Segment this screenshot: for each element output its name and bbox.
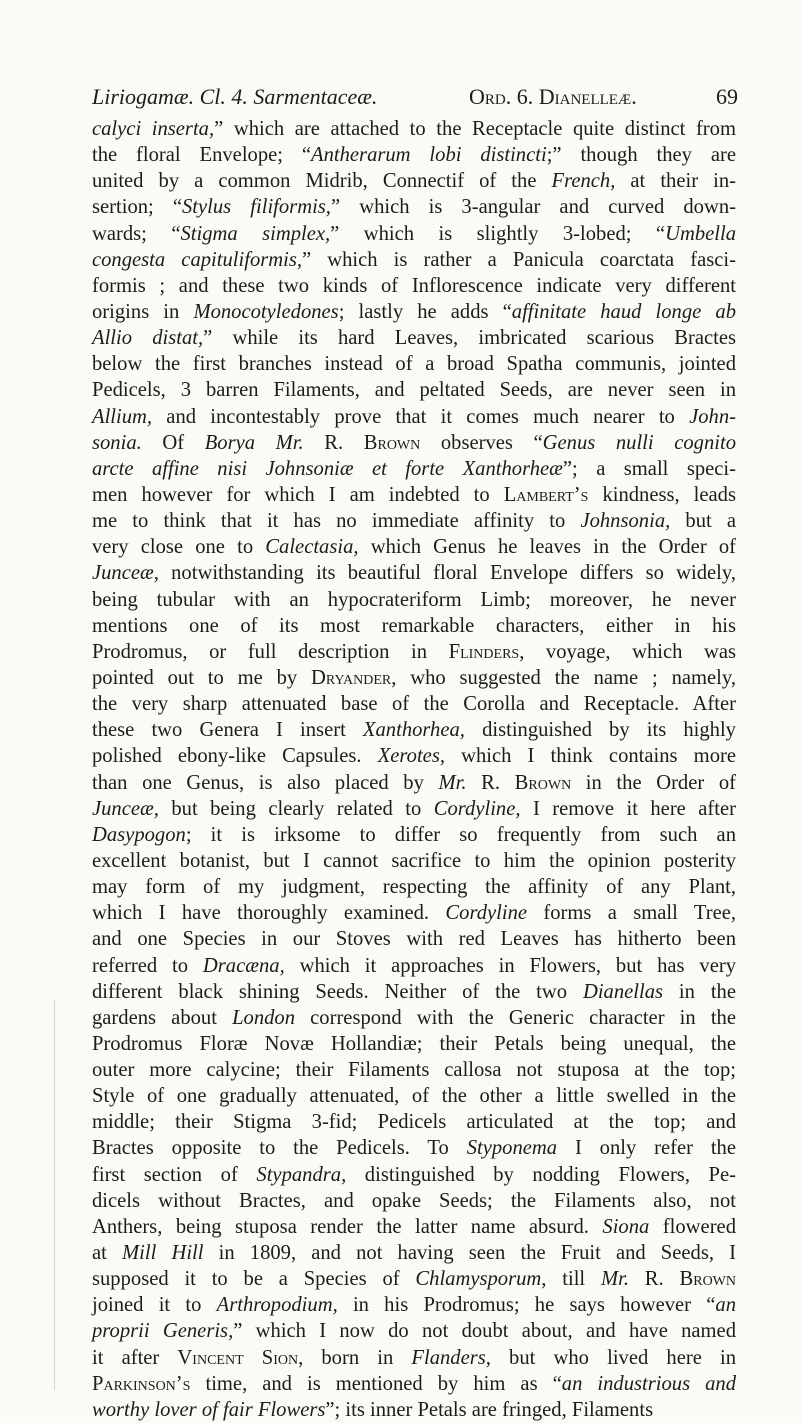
text-run: worthy lover of fair Flowers [92,1398,326,1421]
text-run: in the [663,980,736,1003]
text-run: Cordyline [445,902,528,925]
text-run: Prodromus Floræ Novæ Hollandiæ; their Petals being unequal, the [92,1032,736,1055]
text-line [92,377,736,403]
text-run: different black shining Seeds. Neither of the two [92,980,583,1003]
text-run: Bractes opposite to the Pedicels. To [92,1137,467,1160]
running-head [92,82,738,112]
text-run: Lambert’s [503,483,589,506]
text-line [92,848,736,874]
text-run: R. [303,431,364,454]
text-run: Dianellas [582,980,664,1003]
text-run: Cordyline, [433,797,521,820]
text-line [92,456,736,482]
text-run: in 1809, and not having seen the Fruit and Seeds, I [203,1242,736,1265]
text-run: at their in- [615,170,736,193]
text-run: me to think that it has no immediate affinity to [92,510,581,533]
text-run: R. [466,771,515,794]
text-run: which Genus he leaves in the Order of [358,536,736,559]
text-run: London [232,1006,296,1029]
text-line [92,273,736,299]
text-line [92,979,736,1005]
text-run: Dryander, [311,666,397,689]
text-line [92,404,736,430]
text-run: joined it to [92,1294,217,1317]
text-line [92,560,736,586]
text-run: Of [141,431,205,454]
text-run: being tubular with an hypocrateriform Limb; moreover, he never [92,588,736,611]
text-line [92,770,736,796]
text-run: John- [689,405,736,428]
text-line [92,1214,736,1240]
text-run: ; lastly he adds “ [338,300,512,323]
text-run: outer more calycine; their Filaments callosa not stuposa at the top; [92,1059,736,1082]
text-run: Parkinson’s [92,1372,191,1395]
text-run: voyage, which was [524,640,736,663]
text-run: the floral Envelope; “ [92,144,312,167]
running-head-left: Liriogamæ. Cl. 4. Sarmentaceæ. [92,84,378,109]
body-text [92,116,736,1423]
text-line [92,142,736,168]
text-run: Mr. [600,1268,629,1291]
text-run: till [546,1268,601,1291]
text-run: at [92,1242,122,1265]
text-run: Allium, [92,405,153,428]
text-run: origins in [92,300,194,323]
text-run: and incontestably prove that it comes much nearer to [152,405,690,428]
text-run: Mill Hill [122,1242,204,1265]
text-run: correspond with the Generic character in the [295,1006,736,1029]
text-run: Stigma simplex, [180,222,331,245]
text-run: in his Prodromus; he says however “ [337,1294,716,1317]
text-run: an industrious and [561,1372,737,1395]
text-line [92,1162,736,1188]
text-run: Antherarum lobi distincti [311,144,547,167]
text-line [92,508,736,534]
text-line [92,665,736,691]
text-run: which I think contains more [444,745,736,768]
text-run: proprii Generis, [92,1320,234,1343]
text-line [92,168,736,194]
text-run: sonia. [92,431,142,454]
text-line [92,351,736,377]
text-run: Pedicels, 3 barren Filaments, and peltated Seeds, are never seen in [92,379,736,402]
text-line [92,194,736,220]
text-run: ”; its inner Petals are fringed, Filaments [325,1398,654,1421]
text-run: sertion; “ [92,196,182,219]
text-run: wards; “ [92,222,181,245]
text-run: ”; a small speci- [562,457,736,480]
text-run: distinguished by nodding Flowers, Pe- [346,1163,736,1186]
text-run: middle; their Stigma 3-fid; Pedicels articulated at the top; and [92,1111,736,1134]
text-run: and one Species in our Stoves with red Leaves has hitherto been [92,928,736,951]
text-run: Calectasia, [265,536,359,559]
text-line [92,743,736,769]
text-run: pointed out to me by [92,666,312,689]
text-run: Flinders, [448,640,525,663]
text-run: very close one to [92,536,266,559]
text-run: time, and is mentioned by him as “ [190,1372,562,1395]
text-run: who suggested the name ; namely, [396,666,736,689]
text-line [92,1240,736,1266]
text-run: I remove it here after [520,797,736,820]
text-run: Junceæ, [92,562,159,585]
running-head-order-prefix: Ord. 6. [469,84,534,109]
text-run: excellent botanist, but I cannot sacrifice to him the opinion posterity [92,849,736,872]
text-run: Stylus filiformis, [182,196,331,219]
text-line [92,691,736,717]
text-run: Arthropodium, [216,1294,338,1317]
text-run: Xerotes, [377,745,445,768]
text-run: Xanthorhea, [362,719,465,742]
text-line [92,1318,736,1344]
text-line [92,482,736,508]
text-line [92,1057,736,1083]
text-line [92,1031,736,1057]
text-run: these two Genera I insert [92,719,363,742]
text-line [92,717,736,743]
text-run: Flanders, [411,1346,491,1369]
text-line [92,221,736,247]
text-line [92,953,736,979]
text-line [92,822,736,848]
text-run: Vincent Sion, [177,1346,304,1369]
text-run: but being clearly related to [158,797,434,820]
text-run: Borya Mr. [204,431,304,454]
text-line [92,796,736,822]
text-run: Styponema [466,1137,558,1160]
text-line [92,587,736,613]
text-run: observes “ [420,431,543,454]
text-run: Umbella [665,222,736,245]
text-line [92,613,736,639]
text-run: Monocotyledones [193,300,339,323]
text-line [92,430,736,456]
text-run: calyci inserta, [92,118,215,140]
text-run: Style of one gradually attenuated, of the other a little swelled in the [92,1085,736,1108]
text-run: ” which is slightly 3-lobed; “ [330,222,666,245]
text-run: Chlamysporum, [415,1268,547,1291]
text-run: the very sharp attenuated base of the Corolla and Receptacle. After [92,693,736,716]
text-run: dicels without Bractes, and opake Seeds; the Filaments also, not [92,1189,736,1212]
text-run: French, [551,170,616,193]
text-run: flowered [649,1215,736,1238]
text-run: Johnsonia, [580,510,671,533]
text-line [92,1109,736,1135]
text-run: I only refer the [557,1137,736,1160]
text-run: ; it is irksome to differ so frequently from such an [185,823,736,846]
page-number: 69 [716,84,738,109]
text-line [92,874,736,900]
text-run: Siona [602,1215,650,1238]
text-line [92,900,736,926]
text-line [92,1188,736,1214]
text-run: affinitate haud longe ab [511,300,736,323]
text-run: referred to [92,954,203,977]
text-line [92,1397,736,1423]
text-run: gardens about [92,1006,233,1029]
text-run: first section of [92,1163,257,1186]
text-run: Brown [363,431,421,454]
text-run: united by a common Midrib, Connectif of the [92,170,552,193]
text-run: Prodromus, or full description in [92,640,449,663]
text-run: ” while its hard Leaves, imbricated scarious Bractes [203,327,736,350]
text-run: which I have thoroughly examined. [92,902,446,925]
text-run: Brown [514,771,572,794]
text-run: Mr. [438,771,467,794]
running-head-order-name: Dianelleæ. [538,84,637,109]
text-line [92,926,736,952]
text-run: R. [629,1268,680,1291]
text-line [92,116,736,142]
text-run: ” which are attached to the Receptacle quite distinct from [214,118,736,140]
text-run: formis ; and these two kinds of Inflorescence indicate very different [92,274,736,297]
text-run: Junceæ, [92,797,159,820]
text-run: Dasypogon [92,823,186,846]
text-run: born in [303,1346,412,1369]
text-run: in the Order of [571,771,736,794]
text-run: Dracæna, [202,954,285,977]
text-run: congesta capituliformis, [92,248,303,271]
text-line [92,639,736,665]
running-head-order [469,82,637,112]
text-run: kindness, leads [588,483,736,506]
text-run: polished ebony-like Capsules. [92,745,378,768]
text-run: but who lived here in [490,1346,736,1369]
text-line [92,1345,736,1371]
page-edge-line [54,1000,55,1390]
text-run: Allio distat, [92,327,204,350]
text-line [92,1266,736,1292]
text-line [92,247,736,273]
text-run: may form of my judgment, respecting the affinity of any Plant, [92,876,736,899]
text-run: men however for which I am indebted to [92,483,504,506]
text-line [92,1292,736,1318]
text-run: Stypandra, [256,1163,347,1186]
text-run: forms a small Tree, [527,902,736,925]
text-run: an [715,1294,736,1317]
text-run: mentions one of its most remarkable characters, either in his [92,614,736,637]
text-run: notwithstanding its beautiful floral Envelope differs so widely, [158,562,736,585]
text-run: ” which I now do not doubt about, and have named [233,1320,736,1343]
text-line [92,325,736,351]
text-line [92,299,736,325]
text-run: Brown [679,1268,737,1291]
text-run: supposed it to be a Species of [92,1268,416,1291]
text-run: ” which is rather a Panicula coarctata fasci- [302,248,736,271]
text-run: Anthers, being stuposa render the latter name absurd. [92,1215,603,1238]
text-line [92,1135,736,1161]
text-line [92,534,736,560]
text-run: ;” though they are [546,144,736,167]
text-line [92,1083,736,1109]
text-line [92,1005,736,1031]
text-run: below the first branches instead of a broad Spatha communis, jointed [92,353,736,376]
text-run: ” which is 3-angular and curved down- [330,196,736,219]
text-line [92,1371,736,1397]
text-run: than one Genus, is also placed by [92,771,439,794]
text-run: but a [670,510,736,533]
text-run: which it approaches in Flowers, but has very [284,954,736,977]
text-run: distinguished by its highly [464,719,736,742]
text-run: Genus nulli cognito [542,431,736,454]
text-run: arcte affine nisi Johnsoniæ et forte Xanthorheæ [92,457,563,480]
text-run: it after [92,1346,178,1369]
